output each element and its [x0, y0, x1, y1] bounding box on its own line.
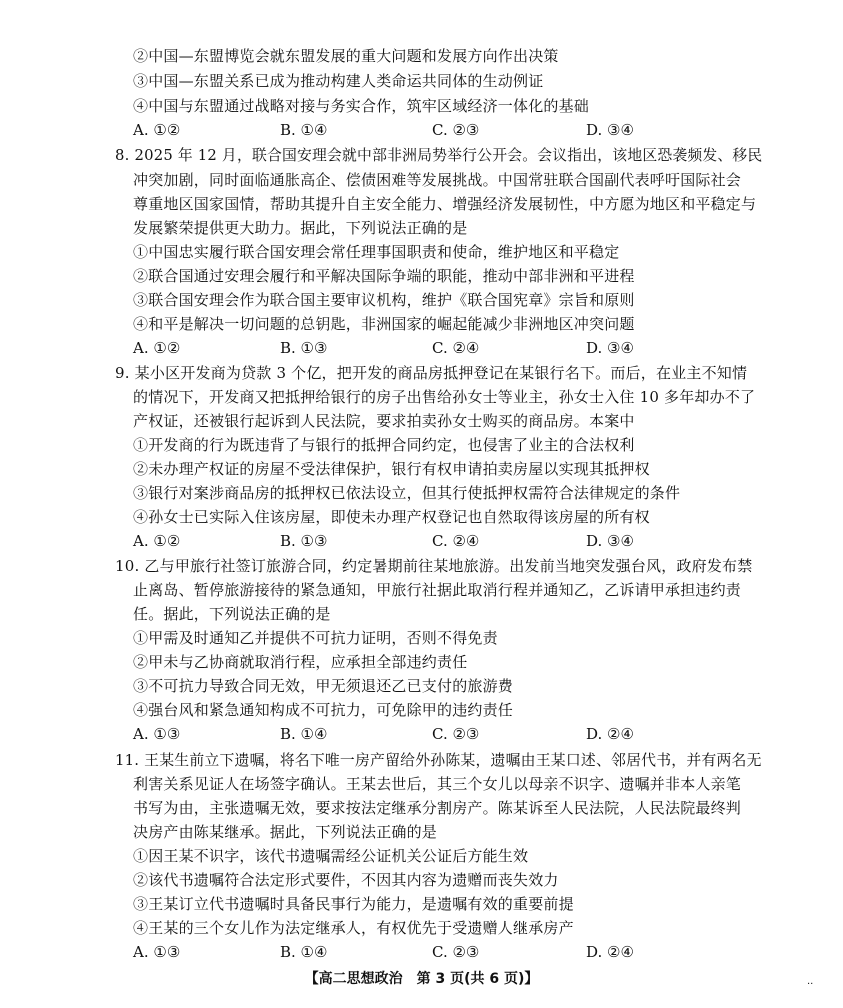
q10-option-b: B. ①④ [280, 725, 328, 743]
q11-option-a: A. ①③ [133, 943, 181, 961]
q10-option-c: C. ②③ [432, 725, 480, 743]
corner-mark: ·· [807, 979, 814, 990]
q7-item-4: ④中国与东盟通过战略对接与务实合作，筑牢区域经济一体化的基础 [133, 97, 590, 115]
q9-option-a: A. ①② [133, 532, 181, 550]
q9-item-3: ③银行对案涉商品房的抵押权已依法设立，但其行使抵押权需符合法律规定的条件 [133, 484, 681, 502]
q8-option-b: B. ①③ [280, 339, 328, 357]
q7-item-3: ③中国—东盟关系已成为推动构建人类命运共同体的生动例证 [133, 72, 544, 90]
q11-option-c: C. ②③ [432, 943, 480, 961]
q8-item-2: ②联合国通过安理会履行和平解决国际争端的职能，推动中部非洲和平进程 [133, 267, 635, 285]
q8-item-1: ①中国忠实履行联合国安理会常任理事国职责和使命，维护地区和平稳定 [133, 243, 620, 261]
q11-option-b: B. ①④ [280, 943, 328, 961]
q11-item-2: ②该代书遗嘱符合法定形式要件，不因其内容为遗赠而丧失效力 [133, 871, 559, 889]
q8-item-4: ④和平是解决一切问题的总钥匙，非洲国家的崛起能减少非洲地区冲突问题 [133, 315, 635, 333]
q8-option-c: C. ②④ [432, 339, 480, 357]
q8-option-d: D. ③④ [586, 339, 634, 357]
q10-item-4: ④强台风和紧急通知构成不可抗力，可免除甲的违约责任 [133, 701, 514, 719]
q10-item-3: ③不可抗力导致合同无效，甲无须退还乙已支付的旅游费 [133, 677, 514, 695]
q10-option-a: A. ①③ [133, 725, 181, 743]
q9-item-2: ②未办理产权证的房屋不受法律保护，银行有权申请拍卖房屋以实现其抵押权 [133, 460, 650, 478]
q10-item-1: ①甲需及时通知乙并提供不可抗力证明，否则不得免责 [133, 629, 498, 647]
q9-option-b: B. ①③ [280, 532, 328, 550]
q9-option-d: D. ③④ [586, 532, 634, 550]
q10-item-2: ②甲未与乙协商就取消行程，应承担全部违约责任 [133, 653, 468, 671]
q9-stem-line-1: 9. 某小区开发商为贷款 3 个亿，把开发的商品房抵押登记在某银行名下。而后，在业主不知情 [115, 364, 748, 382]
q7-item-2: ②中国—东盟博览会就东盟发展的重大问题和发展方向作出决策 [133, 47, 559, 65]
q8-stem-line-3: 尊重地区国家国情，帮助其提升自主安全能力、增强经济发展韧性，中方愿为地区和平稳定与 [133, 195, 757, 213]
q7-option-a: A. ①② [133, 121, 181, 139]
q11-stem-line-2: 利害关系见证人在场签字确认。王某去世后，其三个女儿以母亲不识字、遗嘱并非本人亲笔 [133, 775, 742, 793]
q8-stem-line-1: 8. 2025 年 12 月，联合国安理会就中部非洲局势举行公开会。会议指出，该地区恐袭频发、移民 [115, 146, 763, 164]
q11-item-1: ①因王某不识字，该代书遗嘱需经公证机关公证后方能生效 [133, 847, 529, 865]
page-footer: 【高二思想政治 第 3 页(共 6 页)】 [304, 971, 539, 987]
q7-option-d: D. ③④ [586, 121, 634, 139]
q9-stem-line-2: 的情况下，开发商又把抵押给银行的房子出售给孙女士等业主，孙女士入住 10 多年却办不了 [133, 388, 756, 406]
q8-stem-line-2: 冲突加剧，同时面临通胀高企、偿债困难等发展挑战。中国常驻联合国副代表呼吁国际社会 [133, 171, 742, 189]
q9-item-4: ④孙女士已实际入住该房屋，即使未办理产权登记也自然取得该房屋的所有权 [133, 508, 650, 526]
q7-option-c: C. ②③ [432, 121, 480, 139]
q11-item-4: ④王某的三个女儿作为法定继承人，有权优先于受遗赠人继承房产 [133, 919, 574, 937]
q8-stem-line-4: 发展繁荣提供更大助力。据此，下列说法正确的是 [133, 219, 468, 237]
q8-item-3: ③联合国安理会作为联合国主要审议机构，维护《联合国宪章》宗旨和原则 [133, 291, 635, 309]
q11-stem-line-4: 决房产由陈某继承。据此，下列说法正确的是 [133, 823, 438, 841]
q11-stem-line-3: 书写为由，主张遗嘱无效，要求按法定继承分割房产。陈某诉至人民法院，人民法院最终判 [133, 799, 742, 817]
q9-option-c: C. ②④ [432, 532, 480, 550]
q7-option-b: B. ①④ [280, 121, 328, 139]
q11-item-3: ③王某订立代书遗嘱时具备民事行为能力，是遗嘱有效的重要前提 [133, 895, 574, 913]
q11-option-d: D. ②④ [586, 943, 634, 961]
q8-option-a: A. ①② [133, 339, 181, 357]
q9-stem-line-3: 产权证，还被银行起诉到人民法院，要求拍卖孙女士购买的商品房。本案中 [133, 412, 635, 430]
q11-stem-line-1: 11. 王某生前立下遗嘱，将名下唯一房产留给外孙陈某，遗嘱由王某口述、邻居代书，并有两名无 [115, 751, 762, 769]
q10-option-d: D. ②④ [586, 725, 634, 743]
q10-stem-line-2: 止离岛、暂停旅游接待的紧急通知，甲旅行社据此取消行程并通知乙，乙诉请甲承担违约责 [133, 581, 742, 599]
q9-item-1: ①开发商的行为既违背了与银行的抵押合同约定，也侵害了业主的合法权利 [133, 436, 635, 454]
q10-stem-line-1: 10. 乙与甲旅行社签订旅游合同，约定暑期前往某地旅游。出发前当地突发强台风，政府发布禁 [115, 557, 753, 575]
q10-stem-line-3: 任。据此，下列说法正确的是 [133, 605, 331, 623]
